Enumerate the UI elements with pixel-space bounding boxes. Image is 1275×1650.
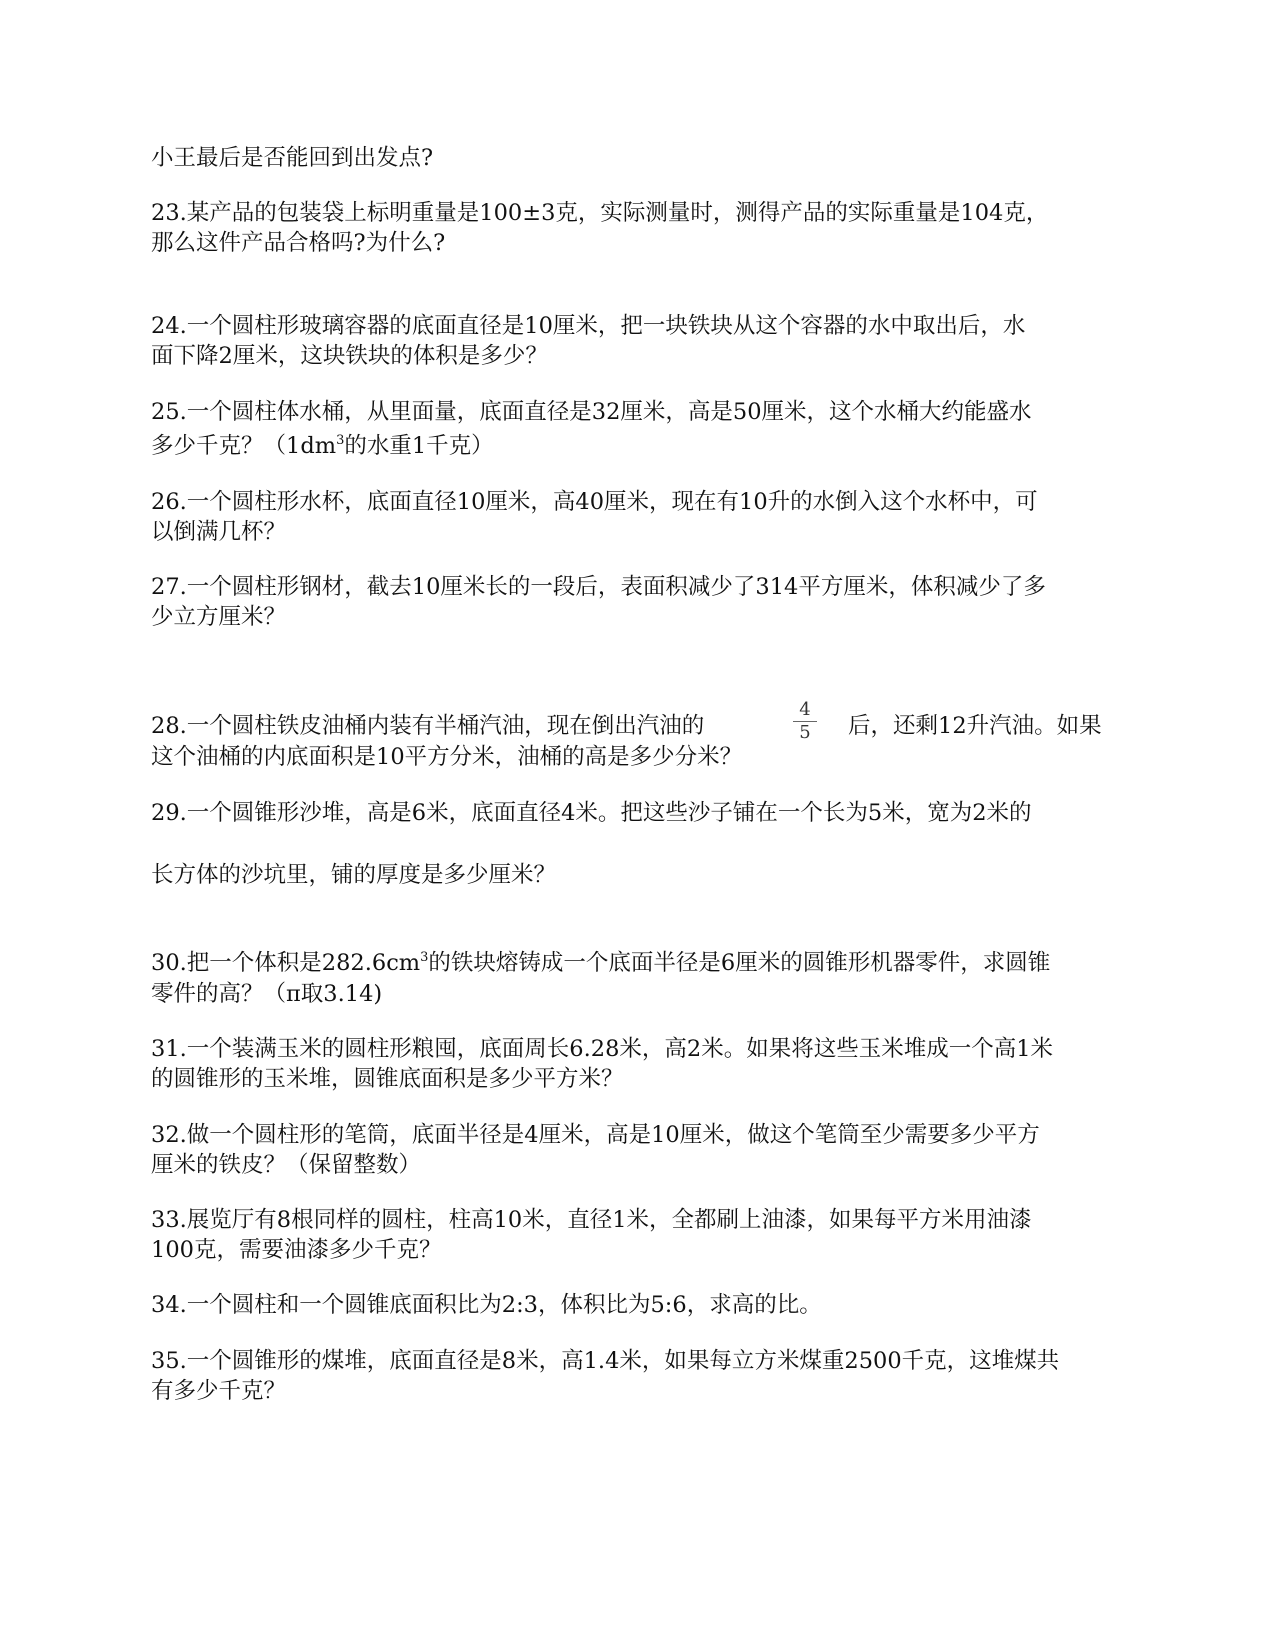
problem-26-line1: 26.一个圆柱形水杯，底面直径10厘米，高40厘米，现在有10升的水倒入这个水杯中，可 [151, 489, 1038, 515]
problem-31-line1: 31.一个装满玉米的圆柱形粮囤，底面周长6.28米，高2米。如果将这些玉米堆成一个高1米 [151, 1036, 1054, 1062]
problem-34: 34.一个圆柱和一个圆锥底面积比为2:3，体积比为5:6，求高的比。 [151, 1292, 822, 1318]
problem-26-line2: 以倒满几杯？ [151, 519, 287, 545]
problem-30-line2: 零件的高？（π取3.14) [151, 981, 383, 1007]
problem-28-line1-b: 后，还剩12升汽油。如果 [848, 713, 1102, 739]
problem-33-line1: 33.展览厅有8根同样的圆柱，柱高10米，直径1米，全都刷上油漆，如果每平方米用油漆 [151, 1207, 1032, 1233]
problem-31-line2: 的圆锥形的玉米堆，圆锥底面积是多少平方米？ [151, 1066, 624, 1092]
problem-32-line1: 32.做一个圆柱形的笔筒，底面半径是4厘米，高是10厘米，做这个笔筒至少需要多少平方 [151, 1122, 1040, 1148]
problem-30-line1 [151, 948, 1131, 978]
problem-25-text-b: 的水重1千克） [344, 433, 494, 459]
superscript-3: 3 [420, 950, 429, 965]
problem-27-line2: 少立方厘米？ [151, 604, 287, 630]
problem-35-line1: 35.一个圆锥形的煤堆，底面直径是8米，高1.4米，如果每立方米煤重2500千克，这堆煤共 [151, 1348, 1060, 1374]
problem-35-line2: 有多少千克？ [151, 1378, 287, 1404]
problem-25-line2 [151, 431, 1131, 461]
problem-28-line1-a: 28.一个圆柱铁皮油桶内装有半桶汽油，现在倒出汽油的 [151, 713, 705, 739]
problem-25-text-a: 多少千克？（1dm [151, 433, 337, 459]
problem-27-line1: 27.一个圆柱形钢材，截去10厘米长的一段后，表面积减少了314平方厘米，体积减少了多 [151, 574, 1046, 600]
problem-30-text-b: 的铁块熔铸成一个底面半径是6厘米的圆锥形机器零件，求圆锥 [428, 950, 1051, 976]
problem-25-line1: 25.一个圆柱体水桶，从里面量，底面直径是32厘米，高是50厘米，这个水桶大约能盛水 [151, 399, 1032, 425]
fraction-denominator: 5 [799, 722, 811, 743]
problem-23-line2: 那么这件产品合格吗?为什么? [151, 230, 446, 256]
problem-32-line2: 厘米的铁皮？（保留整数） [151, 1152, 422, 1178]
problem-29-line1: 29.一个圆锥形沙堆，高是6米，底面直径4米。把这些沙子铺在一个长为5米，宽为2米的 [151, 800, 1032, 826]
problem-24-line1: 24.一个圆柱形玻璃容器的底面直径是10厘米，把一块铁块从这个容器的水中取出后，水 [151, 313, 1026, 339]
problem-24-line2: 面下降2厘米，这块铁块的体积是多少？ [151, 343, 548, 369]
problem-29-line2: 长方体的沙坑里，铺的厚度是多少厘米？ [151, 862, 557, 888]
problem-33-line2: 100克，需要油漆多少千克？ [151, 1237, 442, 1263]
fraction-numerator: 4 [799, 699, 811, 720]
superscript-3: 3 [336, 433, 345, 448]
problem-28-line2: 这个油桶的内底面积是10平方分米，油桶的高是多少分米？ [151, 744, 743, 770]
problem-23-line1: 23.某产品的包装袋上标明重量是100±3克，实际测量时，测得产品的实际重量是104克， [151, 200, 1049, 226]
problem-22-tail: 小王最后是否能回到出发点? [151, 145, 434, 171]
problem-30-text-a: 30.把一个体积是282.6cm [151, 950, 421, 976]
